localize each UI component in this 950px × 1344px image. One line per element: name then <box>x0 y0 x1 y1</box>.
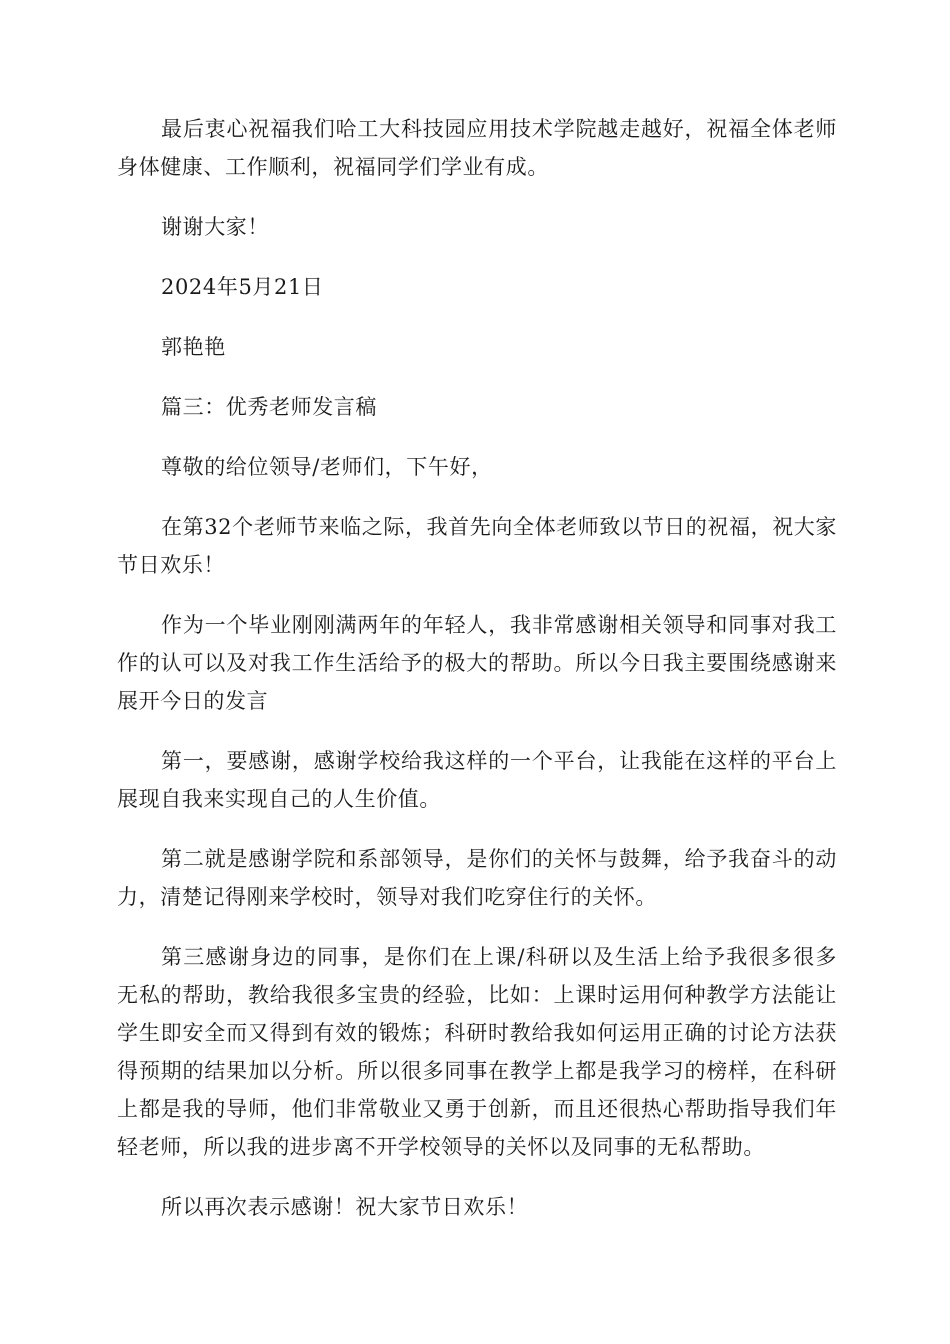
paragraph-first: 第一，要感谢，感谢学校给我这样的一个平台，让我能在这样的平台上展现自我来实现自己的人生价值。 <box>117 749 837 811</box>
paragraph-intro: 作为一个毕业刚刚满两年的年轻人，我非常感谢相关领导和同事对我工作的认可以及对我工作生活给予的极大的帮助。所以今日我主要围绕感谢来展开今日的发言 <box>117 613 837 713</box>
paragraph-closing-wishes: 最后衷心祝福我们哈工大科技园应用技术学院越走越好，祝福全体老师身体健康、工作顺利，祝福同学们学业有成。 <box>117 117 837 179</box>
paragraph-third: 第三感谢身边的同事，是你们在上课/科研以及生活上给予我很多很多无私的帮助，教给我很多宝贵的经验，比如：上课时运用何种教学方法能让学生即安全而又得到有效的锻炼；科研时教给我如何运用正确的讨论方法获得预期的结果加以分析。所以很多同事在教学上都是我学习的榜样，在科研上都是我的导师，他们非常敬业又勇于创新，而且还很热心帮助指导我们年轻老师，所以我的进步离不开学校领导的关怀以及同事的无私帮助。 <box>117 945 837 1159</box>
paragraph-final-thanks: 所以再次表示感谢！祝大家节日欢乐！ <box>161 1195 529 1219</box>
document-body <box>117 110 837 1248</box>
paragraph-greeting: 尊敬的给位领导/老师们，下午好， <box>161 455 493 479</box>
paragraph-thanks: 谢谢大家！ <box>161 215 269 239</box>
paragraph-second: 第二就是感谢学院和系部领导，是你们的关怀与鼓舞，给予我奋斗的动力，清楚记得刚来学校时，领导对我们吃穿住行的关怀。 <box>117 847 837 909</box>
paragraph-date: 2024年5月21日 <box>161 275 324 299</box>
paragraph-author: 郭艳艳 <box>161 335 226 359</box>
section-heading: 篇三：优秀老师发言稿 <box>161 395 377 419</box>
paragraph-blessing: 在第32个老师节来临之际，我首先向全体老师致以节日的祝福，祝大家节日欢乐！ <box>117 515 837 577</box>
